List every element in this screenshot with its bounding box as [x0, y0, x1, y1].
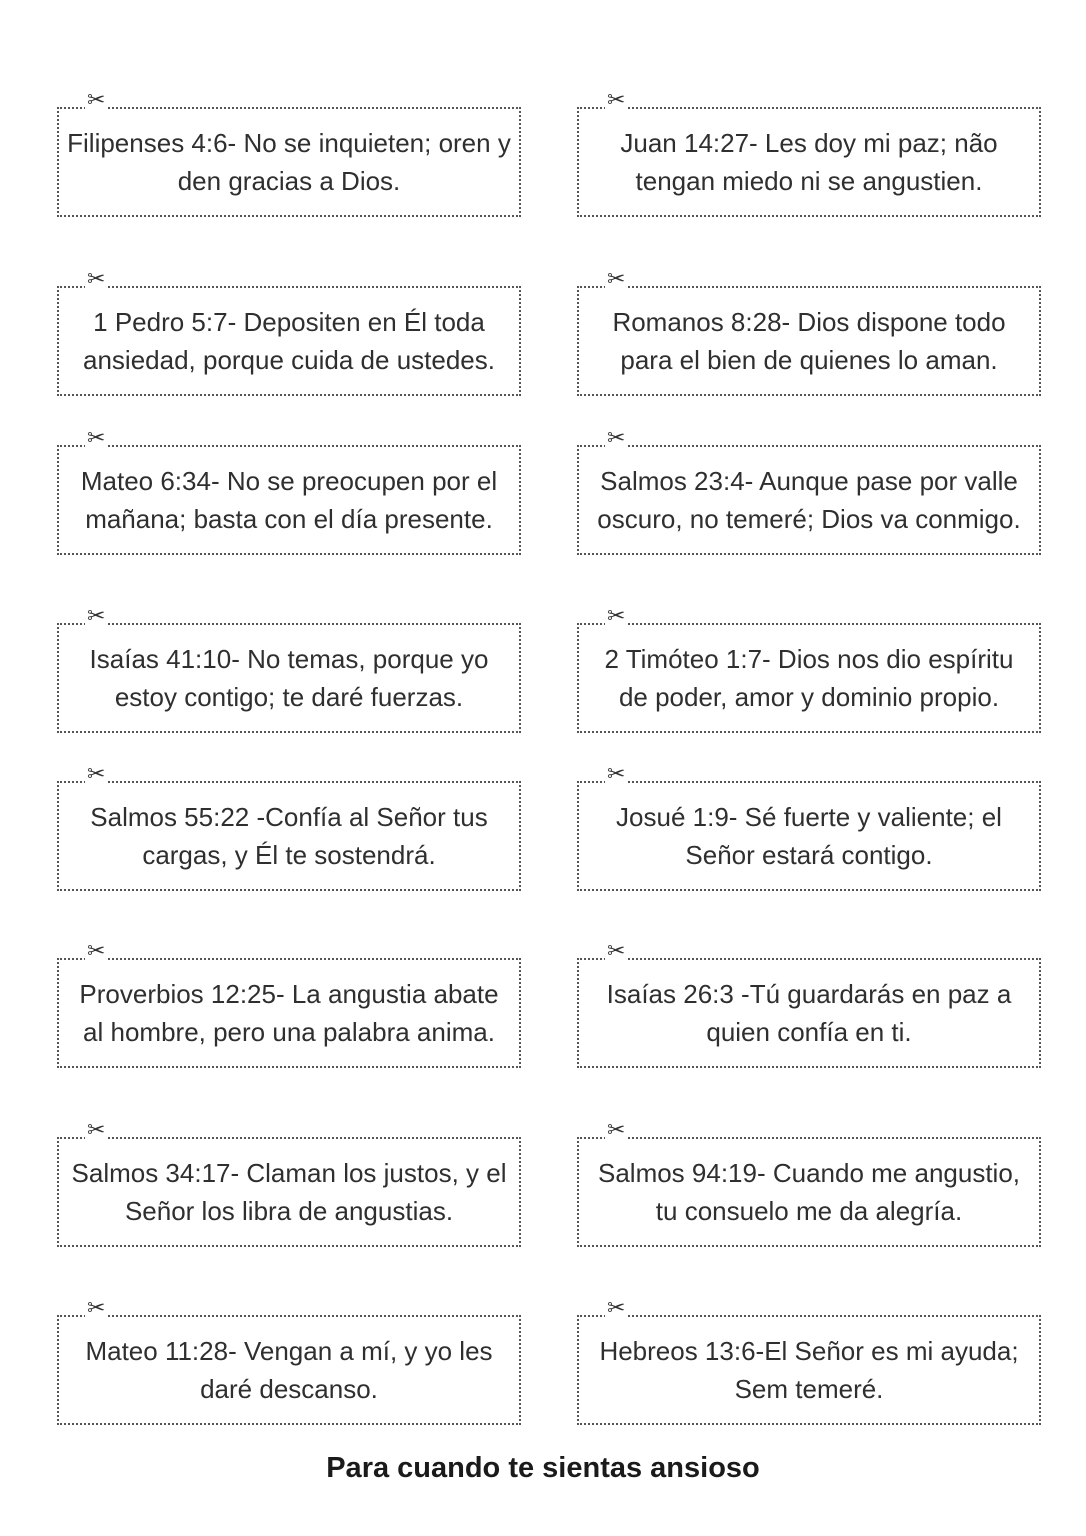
verse-text: 2 Timóteo 1:7- Dios nos dio espíritu de poder, amor y dominio propio. [604, 644, 1014, 712]
verse-card [577, 761, 1041, 891]
scissors-icon: ✂ [87, 938, 106, 963]
verse-card [57, 1117, 521, 1247]
verse-card [577, 266, 1041, 396]
scissors-icon: ✂ [87, 1295, 106, 1320]
verse-text: Salmos 55:22 -Confía al Señor tus cargas, y Él te sostendrá. [90, 802, 488, 870]
verse-text: Salmos 23:4- Aunque pase por valle oscuro, no temeré; Dios va conmigo. [597, 466, 1021, 534]
scissors-icon: ✂ [87, 1117, 106, 1142]
verse-card [57, 603, 521, 733]
verse-card [57, 1295, 521, 1425]
verse-text: 1 Pedro 5:7- Depositen en Él toda ansiedad, porque cuida de ustedes. [83, 307, 495, 375]
verse-card [57, 761, 521, 891]
scissors-icon: ✂ [607, 603, 626, 628]
scissors-icon: ✂ [607, 1295, 626, 1320]
verse-text: Isaías 26:3 -Tú guardarás en paz a quien confía en ti. [606, 979, 1012, 1047]
verse-text: Filipenses 4:6- No se inquieten; oren y den gracias a Dios. [67, 128, 511, 196]
verse-text: Juan 14:27- Les doy mi paz; não tengan miedo ni se angustien. [620, 128, 998, 196]
verse-card [57, 425, 521, 555]
verse-text: Salmos 94:19- Cuando me angustio, tu consuelo me da alegría. [597, 1158, 1021, 1226]
verse-card [577, 425, 1041, 555]
scissors-icon: ✂ [607, 87, 626, 112]
verse-card [577, 603, 1041, 733]
verse-card [577, 87, 1041, 217]
verse-text: Hebreos 13:6-El Señor es mi ayuda; Sem temeré. [599, 1336, 1019, 1404]
verse-card [577, 938, 1041, 1068]
scissors-icon: ✂ [87, 603, 106, 628]
page-title: Para cuando te sientas ansioso [326, 1452, 760, 1484]
verse-text: Romanos 8:28- Dios dispone todo para el bien de quienes lo aman. [612, 307, 1006, 375]
scissors-icon: ✂ [87, 761, 106, 786]
scissors-icon: ✂ [87, 266, 106, 291]
scissors-icon: ✂ [607, 1117, 626, 1142]
scissors-icon: ✂ [607, 266, 626, 291]
scissors-icon: ✂ [87, 87, 106, 112]
verse-text: Proverbios 12:25- La angustia abate al hombre, pero una palabra anima. [79, 979, 499, 1047]
verse-card [577, 1295, 1041, 1425]
scissors-icon: ✂ [607, 761, 626, 786]
verse-card [57, 87, 521, 217]
verse-text: Josué 1:9- Sé fuerte y valiente; el Señor estará contigo. [616, 802, 1002, 870]
verse-card [577, 1117, 1041, 1247]
verse-card [57, 938, 521, 1068]
verse-text: Isaías 41:10- No temas, porque yo estoy contigo; te daré fuerzas. [89, 644, 489, 712]
verse-text: Mateo 6:34- No se preocupen por el mañana; basta con el día presente. [80, 466, 498, 534]
verse-card [57, 266, 521, 396]
verse-text: Salmos 34:17- Claman los justos, y el Señor los libra de angustias. [71, 1158, 507, 1226]
scissors-icon: ✂ [607, 425, 626, 450]
scissors-icon: ✂ [607, 938, 626, 963]
verse-text: Mateo 11:28- Vengan a mí, y yo les daré descanso. [85, 1336, 493, 1404]
scissors-icon: ✂ [87, 425, 106, 450]
